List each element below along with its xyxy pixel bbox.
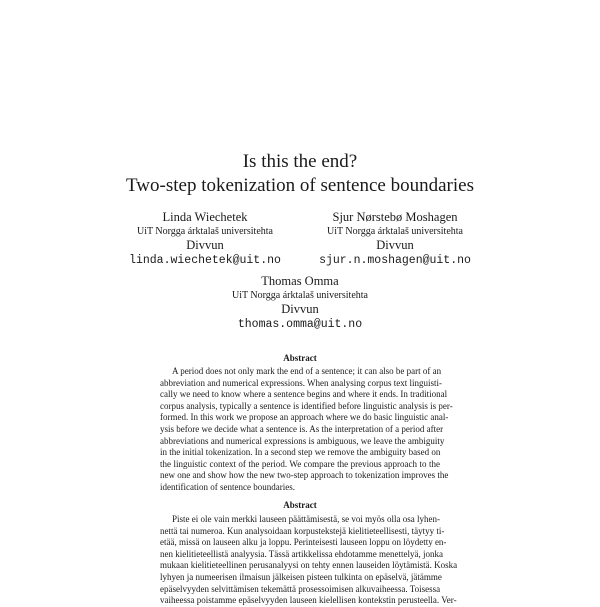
abstract-line: Piste ei ole vain merkki lauseen päättämisestä, se voi myös olla osa lyhen- bbox=[172, 514, 440, 524]
abstract-line: lyhyen ja numeerisen ilmaisun jälkeisen pisteen tulkinta on epäselvä, jätämme bbox=[160, 571, 442, 582]
abstract-line: corpus analysis, typically a sentence is identified before linguistic analysis is per- bbox=[160, 400, 453, 411]
abstract-line: A period does not only mark the end of a sentence; it can also be part of an bbox=[172, 366, 442, 376]
abstract-line: etää, missä on lauseen alku ja loppu. Perinteisesti lauseen loppu on löydetty en- bbox=[160, 537, 447, 548]
abstract-line: abbreviations and numerical expressions is ambiguous, we leave the ambiguity bbox=[160, 435, 445, 446]
abstract-line: the linguistic context of the period. We compare the previous approach to the bbox=[160, 458, 440, 469]
author-organization: Divvun bbox=[376, 238, 414, 252]
abstract-line: cally we need to know where a sentence begins and where it ends. In traditional bbox=[160, 389, 448, 400]
abstract-body bbox=[160, 366, 453, 494]
abstract-line: nettä tai numeroa. Kun analysoidaan korpustekstejä kielitieteellisesti, täytyy ti- bbox=[160, 525, 445, 536]
author-affiliation: UiT Norgga árktalaš universitehta bbox=[232, 290, 368, 301]
abstract-line: in the initial tokenization. In a second step we remove the ambiguity based on bbox=[160, 447, 441, 458]
abstract-line: epäselvyyden selvittämisen tekemättä prosessoimisen alkuvaiheessa. Toisessa bbox=[160, 583, 441, 594]
abstract-fi-heading: Abstract bbox=[283, 500, 317, 510]
author-block-3 bbox=[200, 274, 400, 333]
author-email[interactable]: sjur.n.moshagen@uit.no bbox=[319, 254, 471, 267]
abstract-line: new one and show how the new two-step approach to tokenization improves the bbox=[160, 470, 449, 481]
paper-title-line-2: Two-step tokenization of sentence boundaries bbox=[126, 175, 474, 196]
author-organization: Divvun bbox=[186, 238, 224, 252]
author-name: Sjur Nørstebø Moshagen bbox=[332, 210, 458, 224]
author-organization: Divvun bbox=[281, 302, 319, 316]
author-affiliation: UiT Norgga árktalaš universitehta bbox=[137, 226, 273, 237]
author-name: Thomas Omma bbox=[261, 274, 339, 288]
abstract-line: ysis before we decide what a sentence is. As the interpretation of a period after bbox=[160, 423, 444, 434]
author-name: Linda Wiechetek bbox=[162, 210, 248, 224]
author-block-2 bbox=[300, 210, 490, 269]
abstract-line: formed. In this work we propose an approach where we do basic linguistic anal- bbox=[160, 412, 449, 423]
abstract-line: mukaan kielitieteellinen perusanalyysi on tehty ennen lauseiden löytämistä. Koska bbox=[160, 560, 458, 571]
author-email[interactable]: thomas.omma@uit.no bbox=[237, 318, 363, 331]
author-email[interactable]: linda.wiechetek@uit.no bbox=[129, 254, 281, 267]
abstract-line: nen kielitieteellistä analyysia. Tässä artikkelissa ehdotamme menettelyä, jonka bbox=[160, 548, 443, 559]
abstract-heading: Abstract bbox=[283, 353, 317, 363]
abstract-line: vaiheessa poistamme epäselvyyden lauseen kielellisen kontekstin perusteella. Ver- bbox=[160, 595, 457, 606]
abstract-line: abbreviation and numerical expressions. When analysing corpus text linguisti- bbox=[160, 377, 443, 388]
abstract-line: identification of sentence boundaries. bbox=[160, 481, 295, 492]
abstract-fi-body bbox=[160, 514, 458, 607]
paper-title-line-1: Is this the end? bbox=[242, 151, 358, 172]
author-affiliation: UiT Norgga árktalaš universitehta bbox=[327, 226, 463, 237]
author-block-1 bbox=[120, 210, 290, 269]
